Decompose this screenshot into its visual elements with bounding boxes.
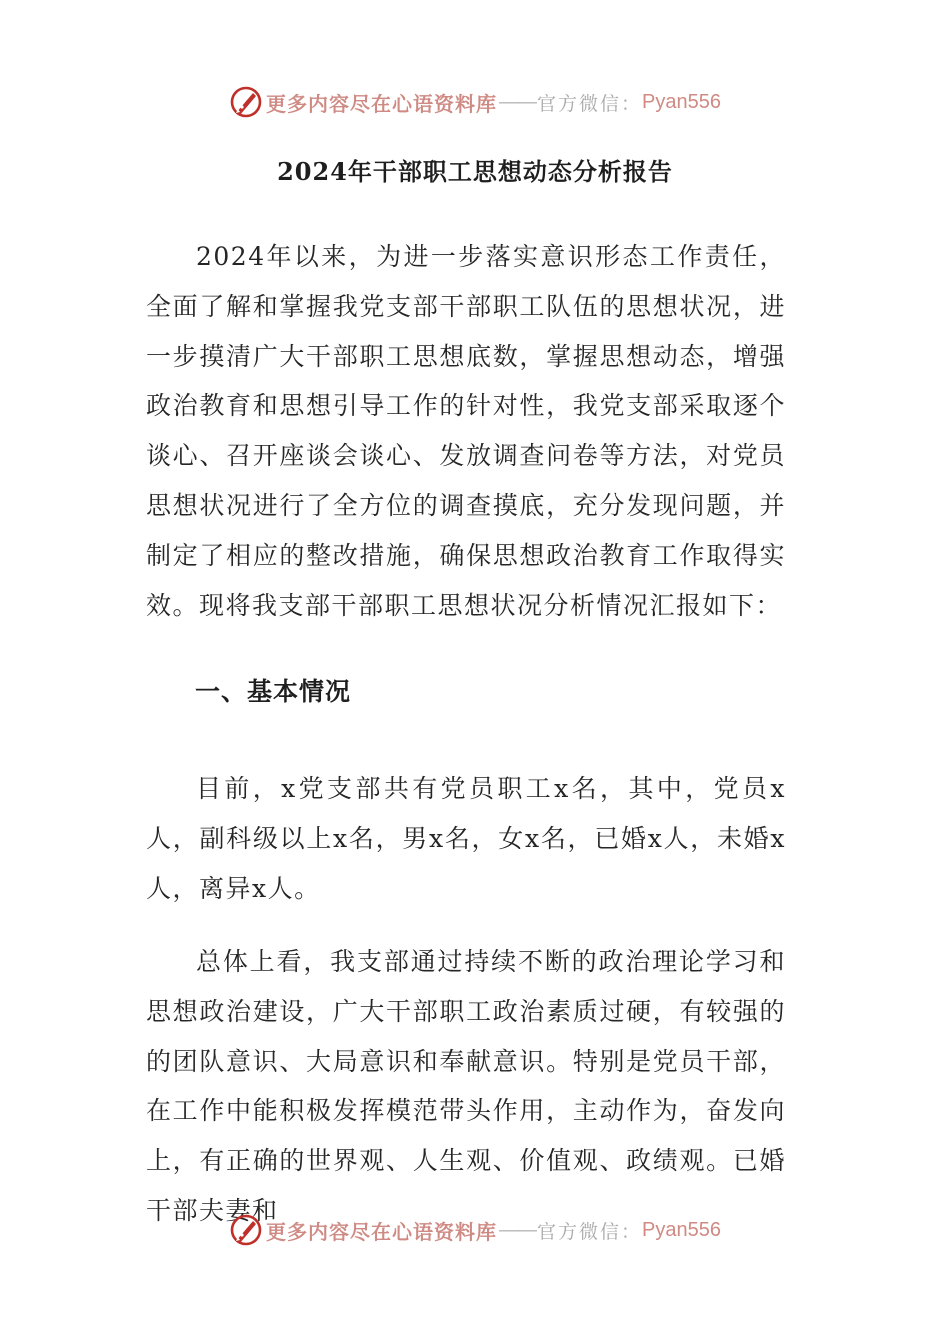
- footer-contact-id: Pyan556: [642, 1218, 721, 1241]
- pen-logo-icon: [229, 85, 263, 119]
- member-stats-paragraph: 目前，x党支部共有党员职工x名，其中，党员x人，副科级以上x名，男x名，女x名，已婚x人，未婚x人，离异x人。: [146, 774, 786, 903]
- header-slogan: 更多内容尽在心语资料库: [266, 91, 497, 116]
- intro-paragraph: 2024年以来，为进一步落实意识形态工作责任，全面了解和掌握我党支部干部职工队伍的思想状况，进一步摸清广大干部职工思想底数，掌握思想动态，增强政治教育和思想引导工作的针对性，我党支部采取逐个谈心、召开座谈会谈心、发放调查问卷等方法，对党员思想状况进行了全方位的调查摸底，充分发现问题，并制定了相应的整改措施，确保思想政治教育工作取得实效。现将我支部干部职工思想状况分析情况汇报如下：: [146, 242, 786, 620]
- document-title: 2024年干部职工思想动态分析报告: [277, 157, 673, 186]
- header-dash: ——: [499, 90, 535, 113]
- pen-logo-icon: [229, 1213, 263, 1247]
- header-contact-id: Pyan556: [642, 90, 721, 113]
- footer-slogan: 更多内容尽在心语资料库: [266, 1219, 497, 1244]
- footer-dash: ——: [499, 1218, 535, 1241]
- overall-assessment-paragraph: 总体上看，我支部通过持续不断的政治理论学习和思想政治建设，广大干部职工政治素质过硬，有较强的的团队意识、大局意识和奉献意识。特别是党员干部，在工作中能积极发挥模范带头作用，主动作为，奋发向上，有正确的世界观、人生观、价值观、政绩观。已婚干部夫妻和: [146, 947, 786, 1225]
- footer-contact-label: 官方微信：: [537, 1220, 643, 1243]
- header-contact-label: 官方微信：: [537, 92, 643, 115]
- section-heading-basic-info: 一、基本情况: [195, 677, 352, 706]
- header-banner: [0, 82, 950, 122]
- footer-banner: [0, 1210, 950, 1250]
